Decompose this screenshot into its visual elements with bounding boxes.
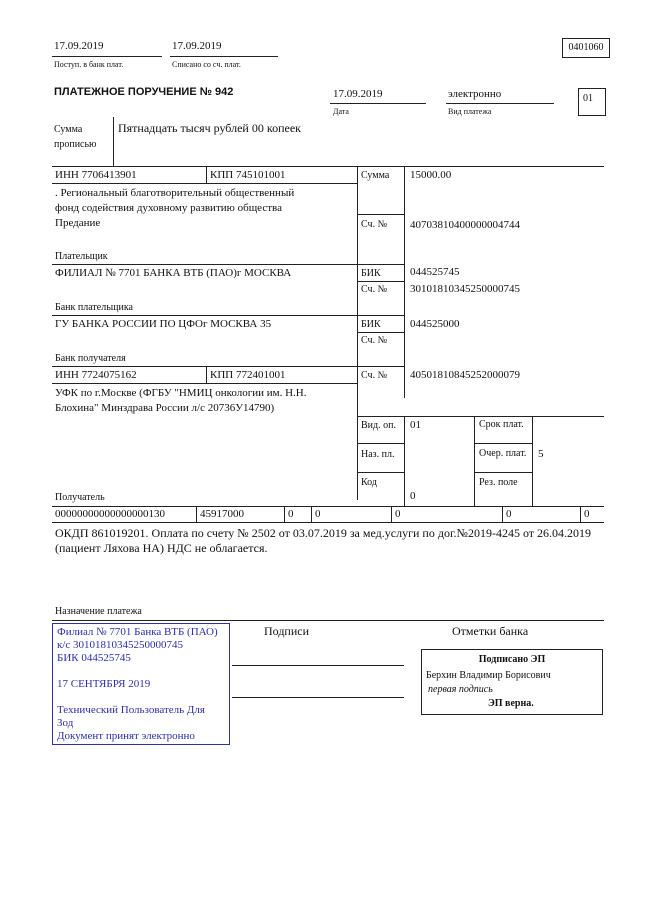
- e-signature-role: первая подпись: [428, 684, 493, 695]
- received-label: Поступ. в банк плат.: [54, 60, 124, 69]
- tax-field-4: 0: [315, 508, 321, 520]
- payer-bank-account: 30101810345250000745: [410, 283, 520, 295]
- rez-label: Рез. поле: [479, 477, 518, 488]
- payer-bank-label: Банк плательщика: [55, 302, 133, 313]
- payment-purpose: ОКДП 861019201. Оплата по счету № 2502 от 03.07.2019 за мед.услуги по дог.№2019-4245 от 26.04.2019 (пациент Ляхова НА) НДС не облагается.: [55, 526, 592, 555]
- payer-account-label: Сч. №: [361, 219, 388, 230]
- payee-inn: ИНН 7724075162: [55, 369, 137, 381]
- payer-bank-bik-label: БИК: [361, 268, 381, 279]
- payer-bank-bik: 044525745: [410, 266, 460, 278]
- stamp-line-3: БИК 044525745: [57, 652, 131, 664]
- bank-marks-label: Отметки банка: [452, 624, 529, 638]
- payer-name: . Региональный благотворительный общественный фонд содействия духовному развитию общества Предание: [55, 187, 295, 229]
- amount-words: Пятнадцать тысяч рублей 00 копеек: [118, 121, 301, 135]
- bank-stamp: [52, 623, 230, 745]
- payee-bank-name: ГУ БАНКА РОССИИ ПО ЦФОг МОСКВА 35: [55, 318, 272, 330]
- stamp-line-1: Филиал № 7701 Банка ВТБ (ПАО): [57, 626, 218, 638]
- tax-field-6: 0: [506, 508, 512, 520]
- tax-field-7: 0: [584, 508, 590, 520]
- e-signature-verified: ЭП верна.: [488, 698, 534, 709]
- ocher-value: 5: [538, 448, 544, 460]
- payer-inn: ИНН 7706413901: [55, 169, 137, 181]
- amount-words-label: Сумма прописью: [54, 124, 97, 150]
- debited-label: Списано со сч. плат.: [172, 60, 241, 69]
- e-signature-box: [421, 649, 603, 715]
- payee-name: УФК по г.Москве (ФГБУ "НМИЦ онкологии им. Н.Н. Блохина" Минздрава России л/с 20736У14790): [55, 387, 307, 414]
- kod-value: 0: [410, 490, 416, 502]
- payee-bank-bik: 044525000: [410, 318, 460, 330]
- status-code: 01: [578, 88, 606, 116]
- payee-account: 40501810845252000079: [410, 369, 520, 381]
- payment-type: электронно: [448, 88, 502, 100]
- form-code: 0401060: [562, 38, 610, 58]
- payer-account: 40703810400000004744: [410, 219, 520, 231]
- stamp-line-6: Зод: [57, 717, 74, 729]
- stamp-line-4: 17 СЕНТЯБРЯ 2019: [57, 678, 151, 690]
- purpose-label: Назначение платежа: [55, 606, 142, 617]
- payee-kpp: КПП 772401001: [210, 369, 286, 381]
- naz-pl-label: Наз. пл.: [361, 449, 395, 460]
- amount-label: Сумма: [361, 170, 390, 181]
- debited-date: 17.09.2019: [172, 40, 222, 52]
- payer-bank-account-label: Сч. №: [361, 284, 388, 295]
- e-signature-signer: Берхин Владимир Борисович: [426, 670, 551, 681]
- payment-type-label: Вид платежа: [448, 107, 492, 116]
- ocher-label: Очер. плат.: [479, 448, 527, 459]
- kbk-value: 00000000000000000130: [55, 508, 165, 520]
- e-signature-title: Подписано ЭП: [478, 654, 546, 665]
- payer-label: Плательщик: [55, 251, 108, 262]
- vid-op-label: Вид. оп.: [361, 420, 396, 431]
- oktmo-value: 45917000: [200, 508, 244, 520]
- stamp-line-7: Документ принят электронно: [57, 730, 195, 742]
- order-date-label: Дата: [333, 107, 349, 116]
- payee-bank-account-label: Сч. №: [361, 335, 388, 346]
- received-date: 17.09.2019: [54, 40, 104, 52]
- signatures-label: Подписи: [264, 624, 310, 638]
- kod-label: Код: [361, 477, 377, 488]
- tax-field-3: 0: [288, 508, 294, 520]
- amount-value: 15000.00: [410, 169, 452, 181]
- payee-bank-label: Банк получателя: [55, 353, 126, 364]
- page-title: ПЛАТЕЖНОЕ ПОРУЧЕНИЕ № 942: [54, 86, 234, 98]
- stamp-line-5: Технический Пользователь Для: [57, 704, 205, 716]
- payee-label: Получатель: [55, 492, 105, 503]
- order-date: 17.09.2019: [333, 88, 383, 100]
- payee-account-label: Сч. №: [361, 370, 388, 381]
- payer-kpp: КПП 745101001: [210, 169, 286, 181]
- vid-op-value: 01: [410, 419, 421, 431]
- srok-label: Срок плат.: [479, 419, 524, 430]
- tax-field-5: 0: [395, 508, 401, 520]
- payee-bank-bik-label: БИК: [361, 319, 381, 330]
- payer-bank-name: ФИЛИАЛ № 7701 БАНКА ВТБ (ПАО)г МОСКВА: [55, 267, 292, 279]
- stamp-line-2: к/с 30101810345250000745: [57, 639, 184, 651]
